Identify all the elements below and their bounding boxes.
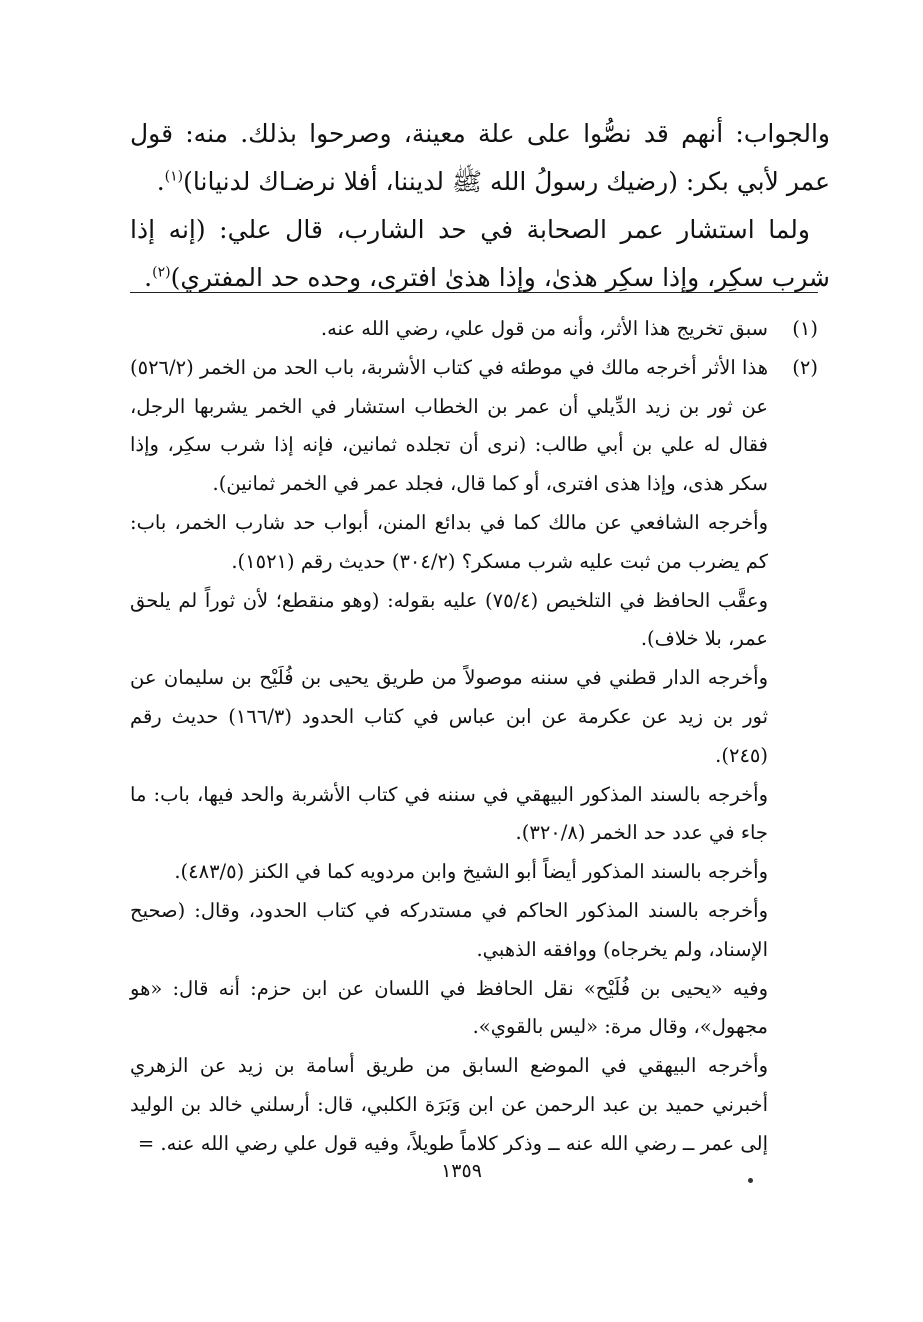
footnote-paragraph: وأخرجه الدار قطني في سننه موصولاً من طريق يحيى بن فُلَيْح بن سليمان عن ثور بن زيد عن عكرمة عن ابن عباس في كتاب الحدود (١٦٦/٣) حديث رقم (٢٤٥). (130, 666, 768, 767)
footnote-paragraph: هذا الأثر أخرجه مالك في موطئه في كتاب الأشربة، باب الحد من الخمر (٥٢٦/٢) عن ثور بن زيد الدِّيلي أن عمر بن الخطاب استشار في الخمر يشربها الرجل، فقال له علي بن أبي طالب: (نرى أن تجلده ثمانين، فإنه إذا شرب سكِر، وإذا سكر هذى، وإذا هذى افترى، أو كما قال، فجلد عمر في الخمر ثمانين). (130, 355, 768, 496)
footnote-body (130, 349, 768, 1164)
footnotes (130, 310, 818, 1164)
page-number: ١٣٥٩ (441, 1160, 482, 1182)
footnote-2 (130, 349, 818, 1164)
footnote-separator (130, 292, 818, 293)
footnote-ref-1: (١) (164, 168, 184, 185)
footnote-1 (130, 310, 818, 349)
footnote-paragraph: سبق تخريج هذا الأثر، وأنه من قول علي، رضي الله عنه. (320, 317, 768, 340)
footnote-paragraph: وأخرجه بالسند المذكور أيضاً أبو الشيخ وابن مردويه كما في الكنز (٤٨٣/٥). (174, 860, 768, 884)
main-paragraph-1-end: . (156, 167, 165, 196)
main-paragraph-2 (130, 206, 830, 302)
footnote-number: (١) (792, 317, 818, 340)
footnote-paragraph: وأخرجه الشافعي عن مالك كما في بدائع المنن، أبواب حد شارب الخمر، باب: كم يضرب من ثبت عليه شرب مسكر؟ (٣٠٤/٢) حديث رقم (١٥٢١). (130, 510, 768, 573)
main-text (130, 110, 830, 302)
footnote-paragraph: وأخرجه البيهقي في الموضع السابق من طريق أسامة بن زيد عن الزهري أخبرني حميد بن عبد الرحمن عن ابن وَبَرَة الكلبي، قال: أرسلني خالد بن الوليد إلى عمر ــ رضي الله عنه ــ وذكر كلاماً طويلاً، وفيه قول علي رضي الله عنه. = (130, 1054, 768, 1155)
main-paragraph-2-text: ولما استشار عمر الصحابة في حد الشارب، قال علي: (إنه إذا شرب سكِر، وإذا سكِر هذىٰ، وإذا هذىٰ افترى، وحده حد المفتري) (130, 215, 830, 292)
footnote-paragraph: وأخرجه بالسند المذكور الحاكم في مستدركه في كتاب الحدود، وقال: (صحيح الإسناد، ولم يخرجاه) ووافقه الذهبي. (130, 898, 768, 961)
stray-dot (748, 1178, 753, 1183)
footnote-ref-2: (٢) (152, 264, 171, 281)
footnote-paragraph: وفيه «يحيى بن فُلَيْح» نقل الحافظ في اللسان عن ابن حزم: أنه قال: «هو مجهول»، وقال مرة: «ليس بالقوي». (130, 976, 768, 1039)
main-paragraph-1 (130, 110, 830, 206)
footnote-body (130, 310, 768, 349)
footnote-paragraph: وعقَّب الحافظ في التلخيص (٧٥/٤) عليه بقوله: (وهو منقطع؛ لأن ثوراً لم يلحق عمر، بلا خلاف). (130, 588, 768, 651)
main-paragraph-2-end: . (144, 263, 153, 292)
footnote-number: (٢) (792, 355, 818, 379)
footnote-paragraph: وأخرجه بالسند المذكور البيهقي في سننه في كتاب الأشربة والحد فيها، باب: ما جاء في عدد حد الخمر (٣٢٠/٨). (130, 782, 768, 845)
main-paragraph-1-text: والجواب: أنهم قد نصُّوا على علة معينة، وصرحوا بذلك. منه: قول عمر لأبي بكر: (رضيك رسولُ الله ﷺ لديننا، أفلا نرضـاك لدنيانا) (130, 119, 830, 196)
